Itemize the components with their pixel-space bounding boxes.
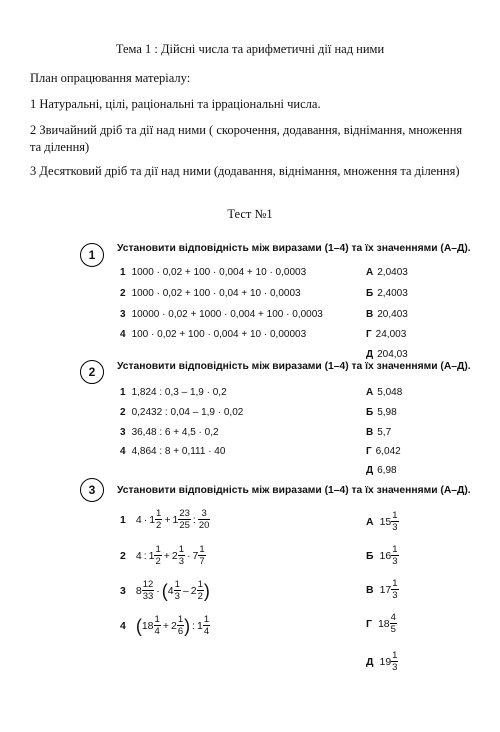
task-3-answer-a: А 15 $\frac{1}{3}$ <box>366 510 398 533</box>
task-1-expr-2: 2 1000 · 0,02 + 100 · 0,04 + 10 · 0,0003 <box>120 288 301 299</box>
task-1-expr-1: 1 1000 · 0,02 + 100 · 0,004 + 10 · 0,0003 <box>120 267 307 278</box>
task-1-number: 1 <box>80 243 104 267</box>
task-1-answer-a: А 2,0403 <box>366 267 408 278</box>
task-1-heading: Установити відповідність між виразами (1–4) та їх значеннями (А–Д). <box>117 243 471 254</box>
task-3-answer-g: Г 18 $\frac{4}{5}$ <box>366 612 396 635</box>
task-3-answer-d: Д 19 $\frac{1}{3}$ <box>366 650 398 673</box>
task-3-heading: Установити відповідність між виразами (1–4) та їх значеннями (А–Д). <box>117 485 471 496</box>
plan-item-3: 3 Десятковий дріб та дії над ними (додавання, віднімання, множення та ділення) <box>30 164 460 178</box>
task-1-answer-g: Г 24,003 <box>366 329 407 340</box>
task-2-answer-v: В 5,7 <box>366 427 392 438</box>
task-3-answer-b: Б 16 $\frac{1}{3}$ <box>366 544 398 567</box>
task-2-answer-b: Б 5,98 <box>366 407 397 418</box>
task-3-answer-v: В 17 $\frac{1}{3}$ <box>366 578 398 601</box>
task-1-answer-d: Д 204,03 <box>366 349 408 360</box>
task-2-expr-3: 3 36,48 : 6 + 4,5 · 0,2 <box>120 427 219 438</box>
task-2-expr-4: 4 4,864 : 8 + 0,111 · 40 <box>120 446 226 457</box>
plan-item-1: 1 Натуральні, цілі, раціональні та ірраціональні числа. <box>30 97 321 111</box>
task-2-answer-a: А 5,048 <box>366 387 403 398</box>
plan-heading: План опрацювання матеріалу: <box>30 71 191 85</box>
task-3-expr-3: 3 8 $\frac{12}{33}$ · ( 4 $\frac{1}{3}$ – 2 $\frac{1}{2}$ ) <box>120 579 210 602</box>
task-1-answer-b: Б 2,4003 <box>366 288 408 299</box>
task-2-heading: Установити відповідність між виразами (1–4) та їх значеннями (А–Д). <box>117 361 471 372</box>
plan-item-2: 2 Звичайний дріб та дії над ними ( скорочення, додавання, віднімання, множення та ділення) <box>30 123 463 154</box>
task-3-expr-4: 4 ( 18 $\frac{1}{4}$ + 2 $\frac{1}{6}$ ) : 1 $\frac{1}{4}$ <box>120 614 210 637</box>
task-2-answer-g: Г 6,042 <box>366 446 401 457</box>
task-3-expr-1: 1 4 · 1 $\frac{1}{2}$ + 1 $\frac{23}{25}$ : $\frac{3}{20}$ <box>120 508 210 531</box>
task-1-expr-3: 3 10000 · 0,02 + 1000 · 0,004 + 100 · 0,0003 <box>120 309 323 320</box>
task-2-answer-d: Д 6,98 <box>366 465 397 476</box>
task-1-expr-4: 4 100 · 0,02 + 100 · 0,004 + 10 · 0,00003 <box>120 329 307 340</box>
task-2-expr-1: 1 1,824 : 0,3 – 1,9 · 0,2 <box>120 387 227 398</box>
test-title: Тест №1 <box>227 207 273 221</box>
task-1-answer-v: В 20,403 <box>366 309 408 320</box>
task-2-expr-2: 2 0,2432 : 0,04 – 1,9 · 0,02 <box>120 407 244 418</box>
task-3-number: 3 <box>80 478 104 502</box>
task-3-expr-2: 2 4 : 1 $\frac{1}{2}$ + 2 $\frac{1}{3}$ · 7 $\frac{1}{7}$ <box>120 544 205 567</box>
task-2-number: 2 <box>80 360 104 384</box>
page-title: Тема 1 : Дійсні числа та арифметичні дії над ними <box>115 42 385 56</box>
